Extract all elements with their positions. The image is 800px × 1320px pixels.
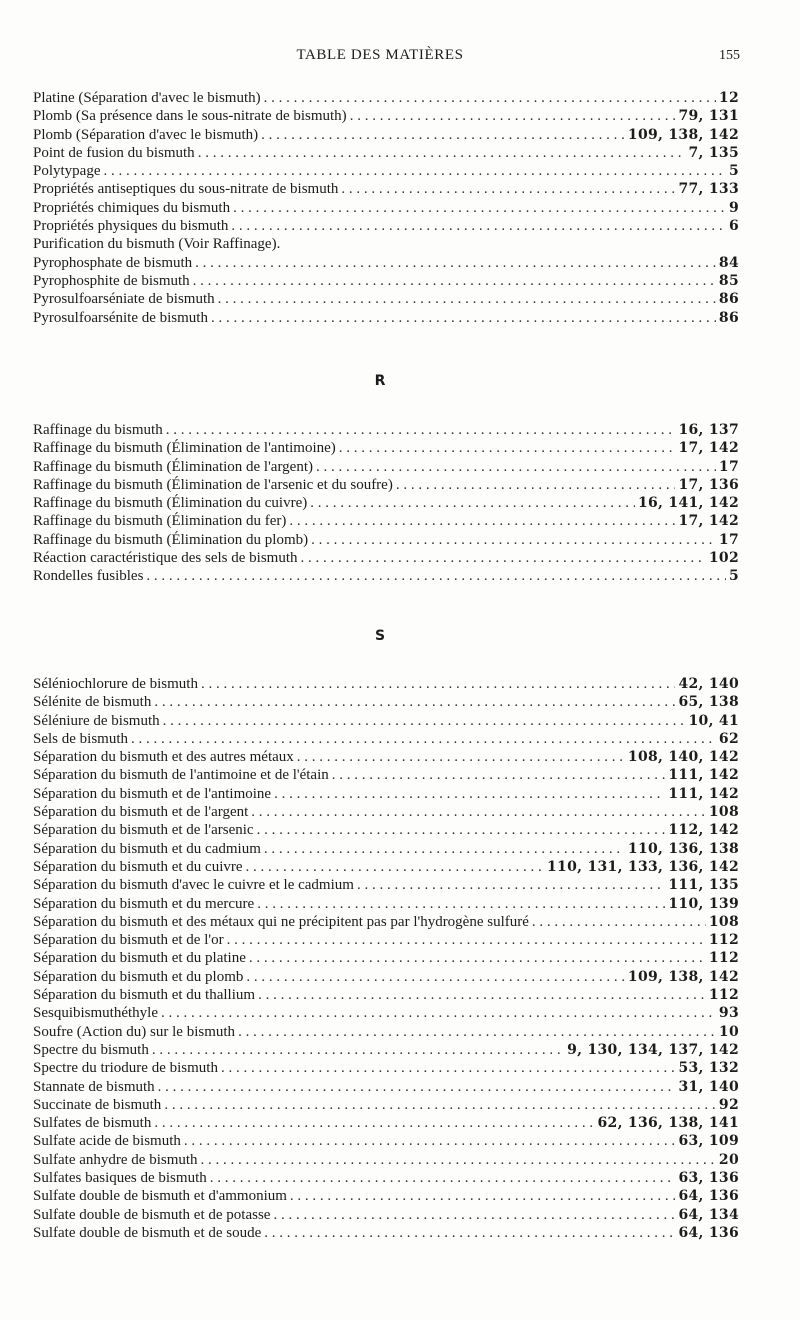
index-entry — [33, 127, 739, 145]
index-entry — [33, 440, 739, 458]
dot-leader — [246, 859, 544, 876]
entry-pages: 17, 142 — [678, 440, 739, 457]
entry-label: Pyrosulfoarsénite de bismuth — [33, 309, 208, 326]
dot-leader — [257, 896, 665, 913]
dot-leader — [341, 181, 675, 198]
entry-label: Séléniochlorure de bismuth — [33, 676, 198, 692]
entry-label: Sulfate double de bismuth et d'ammonium — [33, 1188, 287, 1205]
index-entry — [33, 236, 739, 254]
entry-label: Séparation du bismuth d'avec le cuivre et le cadmium — [33, 877, 354, 894]
dot-leader — [310, 495, 635, 512]
dot-leader — [195, 255, 716, 272]
index-entry — [33, 694, 739, 712]
index-entry — [33, 495, 739, 513]
page-number: 155 — [719, 48, 740, 63]
index-entry — [33, 1005, 739, 1023]
dot-leader — [251, 804, 706, 821]
entry-label: Séparation du bismuth et de l'antimoine — [33, 785, 272, 802]
index-entry — [33, 1060, 739, 1078]
index-entry — [33, 877, 739, 895]
entry-pages: 112 — [708, 950, 739, 967]
entry-label: Spectre du triodure de bismuth — [33, 1060, 218, 1077]
dot-leader — [311, 532, 716, 549]
entry-label: Séparation du bismuth et du plomb — [33, 968, 244, 985]
section-letter-s: S — [374, 628, 386, 644]
index-entry — [33, 1079, 739, 1097]
index-entry — [33, 550, 739, 568]
index-entry — [33, 950, 739, 968]
index-entry — [33, 1207, 739, 1225]
dot-leader — [184, 1133, 676, 1150]
entry-label: Séparation du bismuth et des autres métaux — [33, 749, 294, 766]
dot-leader — [301, 550, 706, 567]
dot-leader — [257, 822, 666, 839]
entry-label: Séparation du bismuth et du mercure — [33, 895, 255, 912]
entry-label: Sélénite de bismuth — [33, 694, 152, 711]
entry-label: Propriétés physiques du bismuth — [33, 218, 229, 235]
entry-label: Rondelles fusibles — [33, 568, 144, 585]
entry-pages: 111, 142 — [668, 785, 739, 802]
entry-pages: 108, 140, 142 — [627, 749, 739, 766]
index-entry — [33, 749, 739, 767]
index-entry — [33, 513, 739, 531]
entry-label: Purification du bismuth (Voir Raffinage). — [33, 236, 281, 253]
entry-label: Sesquibismuthéthyle — [33, 1005, 158, 1022]
entry-label: Point de fusion du bismuth — [33, 144, 195, 161]
index-entry — [33, 1188, 739, 1206]
dot-leader — [297, 749, 625, 766]
index-entry — [33, 422, 739, 440]
dot-leader — [264, 1225, 675, 1242]
entry-label: Spectre du bismuth — [33, 1041, 149, 1058]
index-entry — [33, 841, 739, 859]
entry-pages: 16, 137 — [678, 422, 739, 438]
entry-label: Stannate de bismuth — [33, 1078, 155, 1095]
dot-leader — [316, 459, 716, 476]
entry-pages: 63, 136 — [678, 1170, 739, 1187]
entry-label: Sulfate double de bismuth et de soude — [33, 1224, 262, 1241]
entry-label: Sels de bismuth — [33, 730, 129, 747]
index-entry — [33, 786, 739, 804]
index-entry — [33, 108, 739, 126]
entry-pages: 77, 133 — [678, 181, 739, 198]
dot-leader — [233, 200, 726, 217]
dot-leader — [152, 1042, 564, 1059]
index-entry — [33, 676, 739, 694]
entry-pages: 79, 131 — [678, 108, 739, 125]
index-entry — [33, 713, 739, 731]
index-entry — [33, 255, 739, 273]
entry-label: Séparation du bismuth et du cadmium — [33, 840, 261, 857]
entry-pages: 63, 109 — [678, 1133, 739, 1150]
dot-leader — [154, 694, 675, 711]
entry-label: Pyrophosphite de bismuth — [33, 272, 190, 289]
entry-pages: 16, 141, 142 — [637, 495, 739, 512]
entry-label: Raffinage du bismuth (Élimination de l'antimoine) — [33, 440, 336, 457]
index-entry — [33, 1042, 739, 1060]
entry-pages: 62, 136, 138, 141 — [597, 1115, 739, 1132]
entry-label: Séparation du bismuth et des métaux qui ne précipitent pas par l'hydrogène sulfuré — [33, 913, 529, 930]
entry-pages: 17 — [718, 531, 739, 548]
header-title: TABLE DES MATIÈRES — [296, 47, 464, 63]
index-entry — [33, 181, 739, 199]
dot-leader — [264, 841, 625, 858]
entry-label: Séparation du bismuth de l'antimoine et de l'étain — [33, 767, 329, 784]
entry-label: Sulfates de bismuth — [33, 1115, 152, 1132]
entry-pages: 108 — [708, 913, 739, 930]
entry-label: Raffinage du bismuth (Élimination du cuivre) — [33, 495, 308, 512]
entry-label: Séparation du bismuth et du cuivre — [33, 858, 243, 875]
index-entry — [33, 914, 739, 932]
entry-label: Plomb (Séparation d'avec le bismuth) — [33, 126, 259, 143]
entry-label: Raffinage du bismuth (Élimination du plomb) — [33, 531, 309, 548]
entry-pages: 109, 138, 142 — [627, 968, 739, 985]
index-entry — [33, 90, 739, 108]
entry-pages: 9, 130, 134, 137, 142 — [567, 1041, 739, 1058]
dot-leader — [218, 291, 716, 308]
dot-leader — [221, 1060, 675, 1077]
dot-leader — [249, 950, 706, 967]
dot-leader — [131, 731, 716, 748]
index-section-r — [33, 422, 739, 587]
entry-pages: 64, 136 — [678, 1224, 739, 1241]
dot-leader — [332, 767, 666, 784]
index-section-s — [33, 676, 739, 1243]
dot-leader — [231, 218, 726, 235]
dot-leader — [161, 1005, 716, 1022]
entry-label: Succinate de bismuth — [33, 1096, 162, 1113]
index-entry — [33, 459, 739, 477]
entry-label: Sulfates basiques de bismuth — [33, 1170, 207, 1187]
entry-pages: 10, 41 — [688, 712, 739, 729]
entry-pages: 5 — [728, 163, 739, 180]
entry-pages: 112, 142 — [668, 822, 739, 839]
dot-leader — [350, 108, 676, 125]
entry-pages: 20 — [718, 1151, 739, 1168]
dot-leader — [164, 1097, 716, 1114]
index-entry — [33, 1097, 739, 1115]
index-entry — [33, 896, 739, 914]
index-entry — [33, 145, 739, 163]
dot-leader — [210, 1170, 676, 1187]
dot-leader — [104, 163, 726, 180]
index-entry — [33, 1133, 739, 1151]
entry-label: Raffinage du bismuth — [33, 422, 163, 438]
dot-leader — [193, 273, 716, 290]
entry-label: Propriétés antiseptiques du sous-nitrate de bismuth — [33, 181, 339, 198]
index-entry — [33, 859, 739, 877]
entry-label: Polytypage — [33, 163, 101, 180]
entry-pages: 64, 134 — [678, 1206, 739, 1223]
entry-pages: 65, 138 — [678, 694, 739, 711]
entry-pages: 9 — [728, 199, 739, 216]
entry-pages: 42, 140 — [678, 676, 739, 692]
dot-leader — [211, 310, 716, 327]
entry-label: Raffinage du bismuth (Élimination de l'arsenic et du soufre) — [33, 476, 393, 493]
entry-label: Séparation du bismuth et du platine — [33, 950, 246, 967]
entry-label: Sulfate anhydre de bismuth — [33, 1151, 198, 1168]
index-entry — [33, 310, 739, 328]
dot-leader — [339, 440, 676, 457]
dot-leader — [273, 1207, 675, 1224]
entry-pages: 31, 140 — [678, 1078, 739, 1095]
index-entry — [33, 568, 739, 586]
entry-pages: 12 — [718, 90, 739, 106]
entry-pages: 112 — [708, 987, 739, 1004]
entry-pages: 111, 142 — [668, 767, 739, 784]
running-header — [0, 47, 800, 69]
entry-pages: 108 — [708, 804, 739, 821]
index-entry — [33, 1152, 739, 1170]
dot-leader — [166, 422, 676, 439]
index-entry — [33, 273, 739, 291]
dot-leader — [532, 914, 706, 931]
dot-leader — [227, 932, 706, 949]
entry-pages: 112 — [708, 932, 739, 949]
entry-label: Platine (Séparation d'avec le bismuth) — [33, 90, 261, 106]
entry-label: Raffinage du bismuth (Élimination de l'argent) — [33, 458, 314, 475]
index-entry — [33, 1225, 739, 1243]
dot-leader — [201, 1152, 716, 1169]
entry-label: Séléniure de bismuth — [33, 712, 160, 729]
dot-leader — [261, 127, 625, 144]
index-entry — [33, 932, 739, 950]
index-entry — [33, 477, 739, 495]
index-section-p — [33, 90, 739, 328]
entry-pages: 102 — [708, 550, 739, 567]
dot-leader — [238, 1024, 716, 1041]
dot-leader — [146, 568, 726, 585]
index-entry — [33, 804, 739, 822]
dot-leader — [289, 513, 675, 530]
index-entry — [33, 767, 739, 785]
dot-leader — [357, 877, 665, 894]
index-entry — [33, 532, 739, 550]
index-entry — [33, 987, 739, 1005]
index-entry — [33, 969, 739, 987]
index-entry — [33, 822, 739, 840]
entry-pages: 111, 135 — [668, 877, 739, 894]
entry-pages: 109, 138, 142 — [627, 126, 739, 143]
entry-label: Séparation du bismuth et de l'argent — [33, 804, 249, 821]
entry-label: Soufre (Action du) sur le bismuth — [33, 1023, 236, 1040]
dot-leader — [274, 786, 665, 803]
entry-pages: 17, 142 — [678, 513, 739, 530]
index-entry — [33, 1170, 739, 1188]
index-entry — [33, 163, 739, 181]
entry-label: Propriétés chimiques du bismuth — [33, 199, 231, 216]
entry-label: Pyrosulfoarséniate de bismuth — [33, 291, 215, 308]
dot-leader — [264, 90, 716, 107]
entry-label: Réaction caractéristique des sels de bismuth — [33, 550, 298, 567]
entry-label: Pyrophosphate de bismuth — [33, 254, 193, 271]
dot-leader — [290, 1188, 676, 1205]
entry-label: Séparation du bismuth et de l'arsenic — [33, 822, 254, 839]
entry-label: Séparation du bismuth et de l'or — [33, 932, 224, 949]
index-entry — [33, 731, 739, 749]
index-entry — [33, 218, 739, 236]
entry-pages: 84 — [718, 254, 739, 271]
entry-pages: 85 — [718, 272, 739, 289]
entry-pages: 62 — [718, 730, 739, 747]
entry-pages: 6 — [728, 218, 739, 235]
entry-pages: 17, 136 — [678, 476, 739, 493]
index-entry — [33, 200, 739, 218]
entry-pages: 10 — [718, 1023, 739, 1040]
dot-leader — [163, 713, 686, 730]
entry-label: Sulfate double de bismuth et de potasse — [33, 1206, 271, 1223]
entry-label: Plomb (Sa présence dans le sous-nitrate de bismuth) — [33, 108, 347, 125]
entry-pages: 110, 131, 133, 136, 142 — [546, 858, 739, 875]
index-entry — [33, 1115, 739, 1133]
entry-pages: 5 — [728, 568, 739, 585]
entry-pages: 86 — [718, 291, 739, 308]
entry-pages: 86 — [718, 309, 739, 326]
entry-pages: 93 — [718, 1005, 739, 1022]
entry-pages: 110, 136, 138 — [627, 840, 739, 857]
entry-pages: 17 — [718, 458, 739, 475]
entry-pages: 92 — [718, 1096, 739, 1113]
entry-pages: 64, 136 — [678, 1188, 739, 1205]
entry-label: Raffinage du bismuth (Élimination du fer) — [33, 513, 287, 530]
index-entry — [33, 1024, 739, 1042]
dot-leader — [396, 477, 676, 494]
entry-label: Sulfate acide de bismuth — [33, 1133, 181, 1150]
dot-leader — [158, 1079, 676, 1096]
dot-leader — [154, 1115, 594, 1132]
dot-leader — [246, 969, 625, 986]
entry-pages: 7, 135 — [688, 144, 739, 161]
dot-leader — [201, 676, 675, 693]
section-letter-r: R — [374, 373, 386, 389]
index-entry — [33, 291, 739, 309]
entry-label: Séparation du bismuth et du thallium — [33, 987, 256, 1004]
dot-leader — [198, 145, 686, 162]
entry-pages: 53, 132 — [678, 1060, 739, 1077]
entry-pages: 110, 139 — [668, 895, 739, 912]
dot-leader — [258, 987, 706, 1004]
